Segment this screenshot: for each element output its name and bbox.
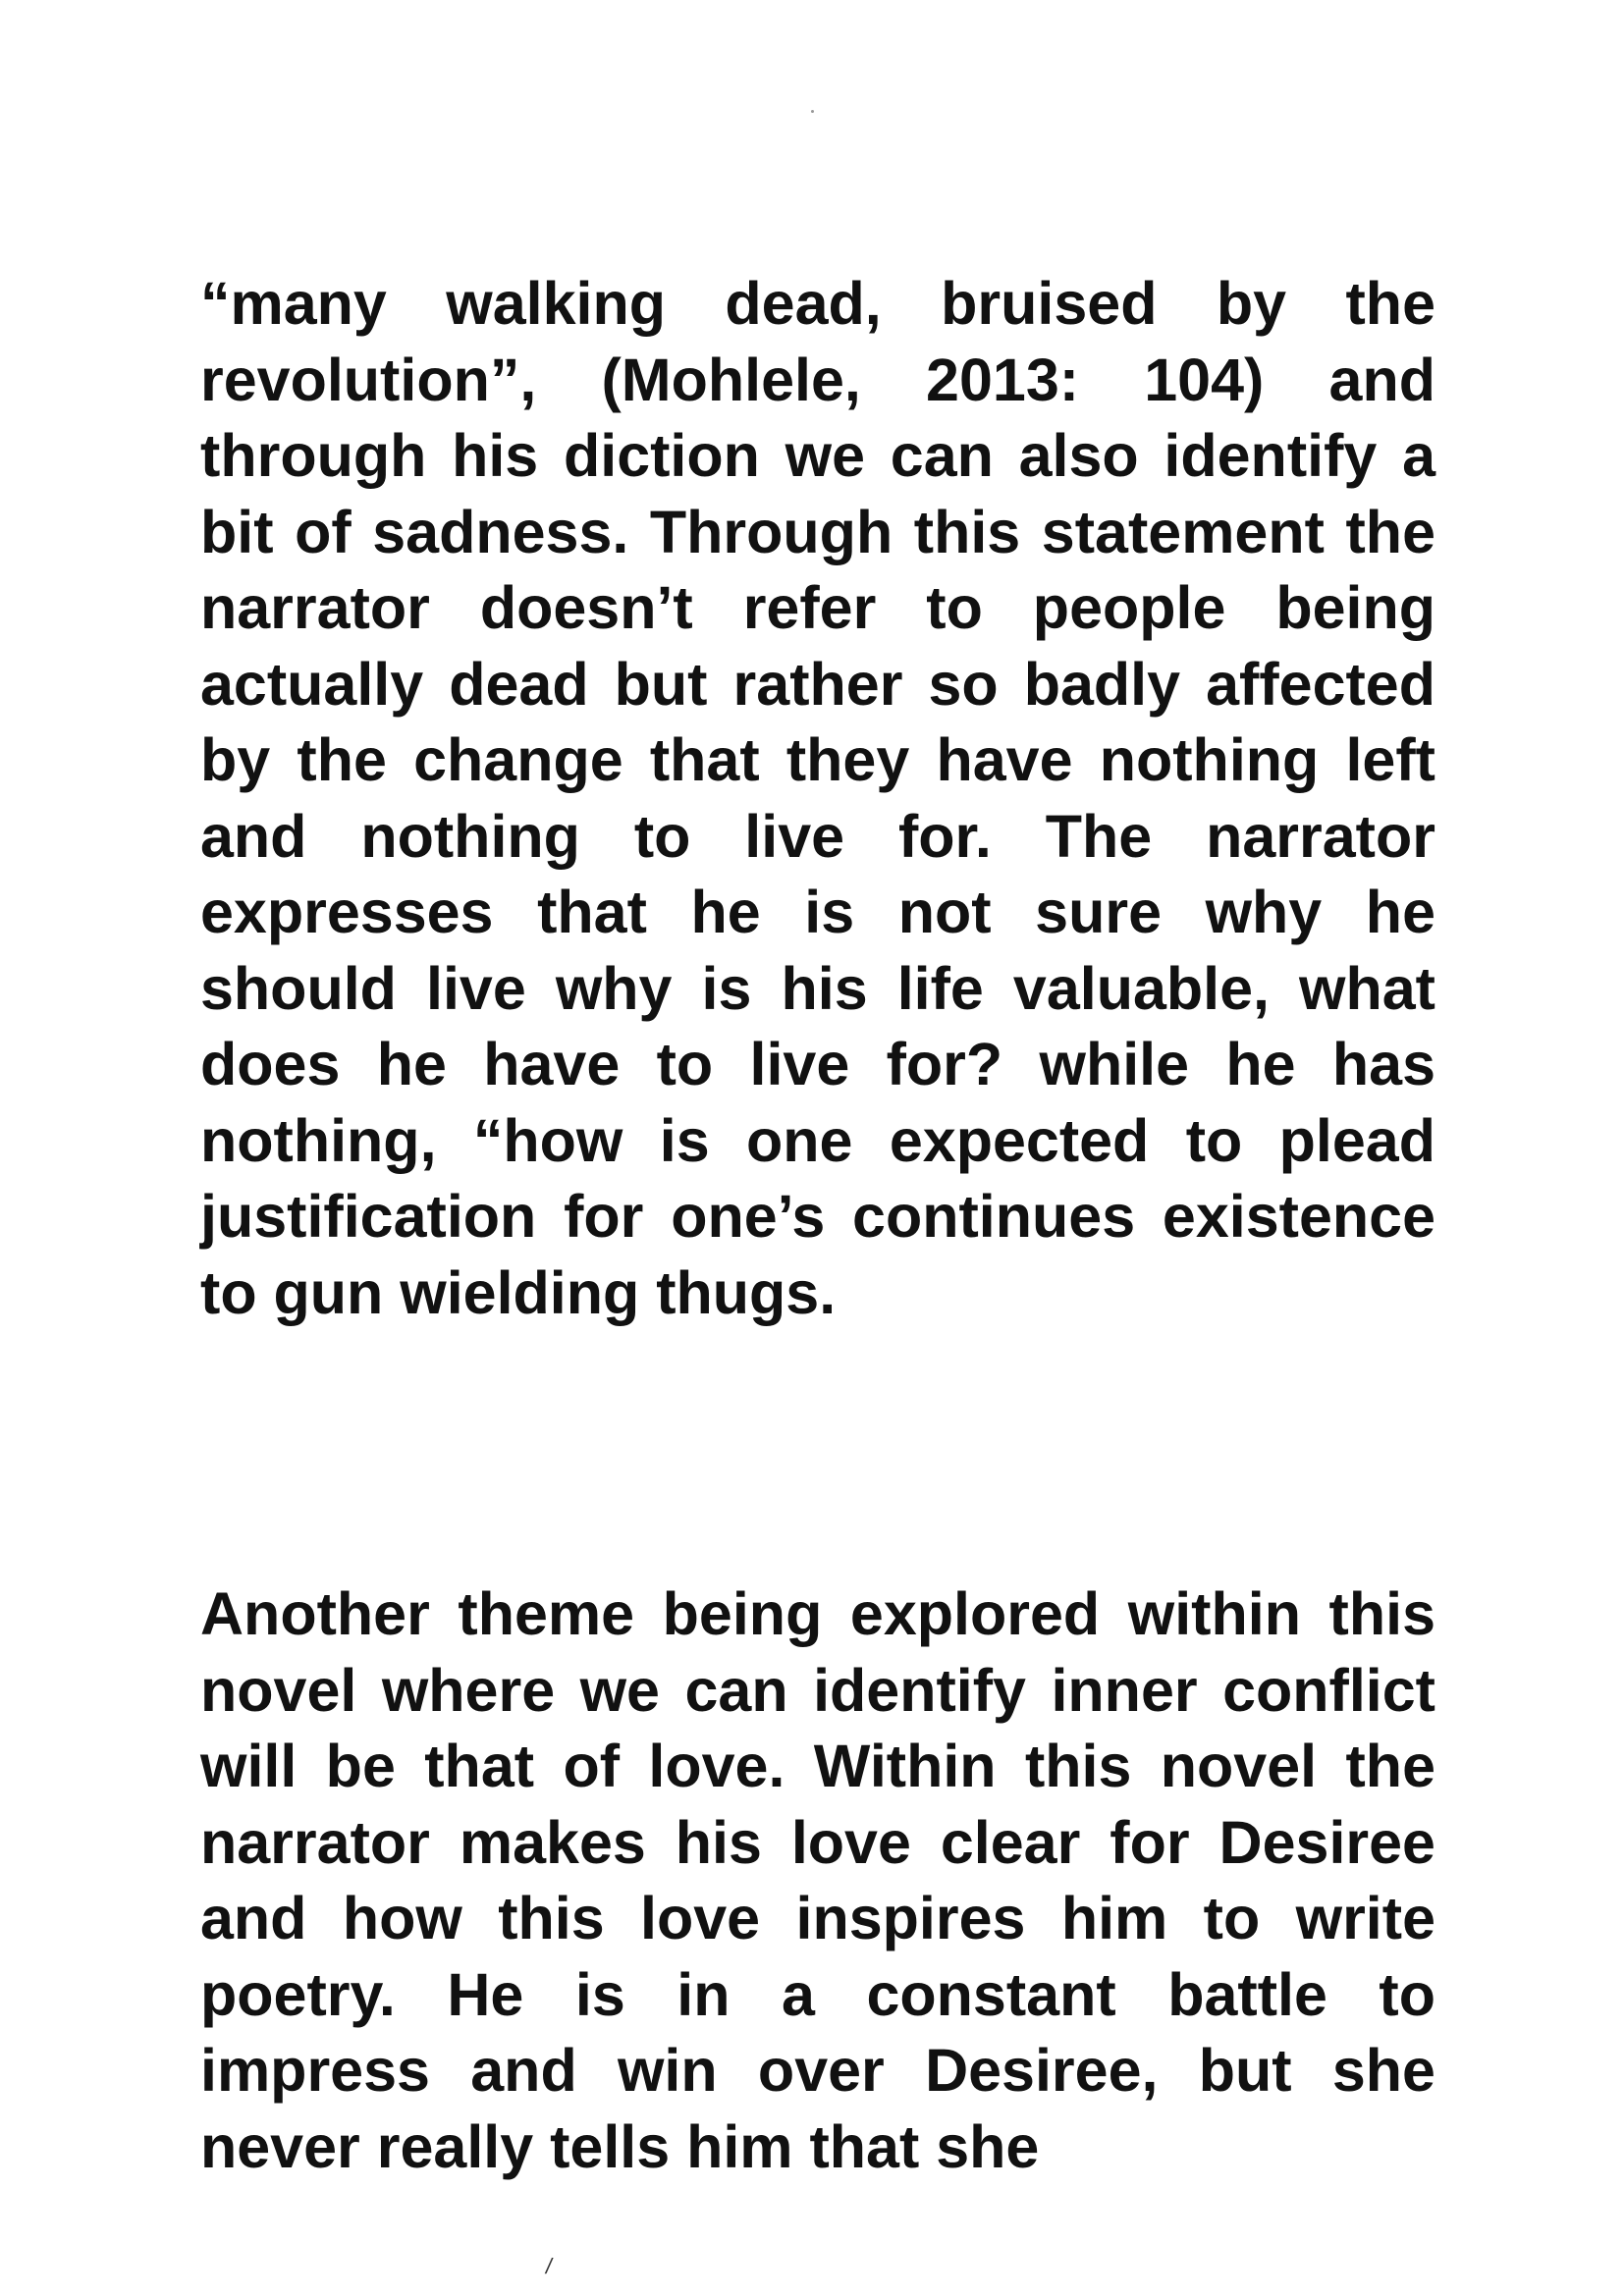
footer-mark: / xyxy=(543,2254,555,2278)
paragraph-2: Another theme being explored within this novel where we can identify inner conflict will be that of love. Within this novel the narrator makes his love clear for Desiree and how this love inspires him to write poetry. He is in a constant battle to impress and win over Desiree, but she never really tells him that she xyxy=(200,1580,1435,2180)
scan-dot xyxy=(811,110,814,113)
paragraph-1: “many walking dead, bruised by the revolution”, (Mohlele, 2013: 104) and through his diction we can also identify a bit of sadness. Through this statement the narrator doesn’t refer to people being actually dead but rather so badly affected by the change that they have nothing left and nothing to live for. The narrator expresses that he is not sure why he should live why is his life valuable, what does he have to live for? while he has nothing, “how is one expected to plead justification for one’s continues existence to gun wielding thugs. xyxy=(200,270,1435,1326)
